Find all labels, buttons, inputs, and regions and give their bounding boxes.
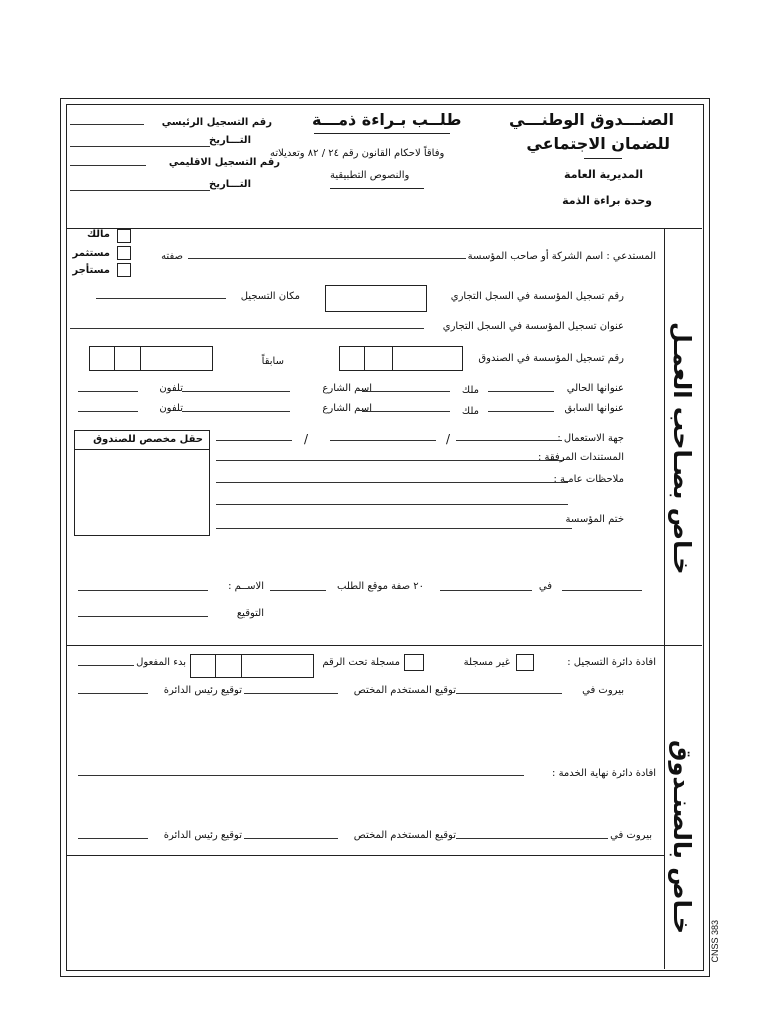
previous-property-line[interactable]: [362, 411, 450, 412]
effective-from-label: بدء المفعول: [136, 657, 186, 668]
in-label: في: [538, 581, 552, 592]
signer-capacity-line[interactable]: [270, 590, 326, 591]
usage-party-line-2[interactable]: [330, 440, 436, 441]
owner-checkbox[interactable]: [117, 229, 131, 243]
beirut-in-label: بيروت في: [582, 685, 624, 696]
tenant-label: مستأجر: [72, 265, 110, 276]
reg-place-line[interactable]: [96, 298, 226, 299]
previous-address-label: عنوانها السابق: [564, 403, 624, 414]
signer-capacity-label: ٢٠ صفة موقع الطلب: [337, 581, 424, 592]
applicant-line[interactable]: [188, 258, 466, 259]
capacity-label: صفته: [161, 251, 183, 262]
commercial-reg-no-label: رقم تسجيل المؤسسة في السجل التجاري: [450, 291, 624, 302]
attached-docs-label: المستندات المرفقة :: [537, 452, 624, 463]
tenant-checkbox[interactable]: [117, 263, 131, 277]
signature-line[interactable]: [78, 616, 208, 617]
date1-label: التـــاريخ: [209, 135, 251, 146]
usage-party-label: جهة الاستعمال :: [557, 433, 624, 444]
beirut-in-2-label: بيروت في: [610, 830, 652, 841]
general-notes-label: ملاحظات عامـة :: [553, 474, 624, 485]
reg-main-label: رقم التسجيل الرئيسي: [161, 117, 272, 128]
previous-phone-line[interactable]: [78, 411, 138, 412]
applicant-label: المستدعي : اسم الشركة أو صاحب المؤسسة: [467, 251, 656, 262]
unit-label: وحدة براءة الذمة: [562, 194, 652, 207]
owner-label: مالك: [86, 229, 110, 240]
not-registered-checkbox[interactable]: [516, 654, 534, 671]
current-street-label: اسم الشارع: [322, 383, 372, 394]
stamp-label: ختم المؤسسة: [565, 514, 624, 525]
current-property-label: ملك: [461, 385, 479, 396]
commercial-reg-no-box[interactable]: [325, 285, 427, 312]
name-label: الاســم :: [228, 581, 264, 592]
eos-dept-info-line[interactable]: [78, 775, 524, 776]
in-date-line[interactable]: [440, 590, 532, 591]
employee-sig-label: توقيع المستخدم المختص: [353, 685, 456, 696]
eos-dept-info-label: افادة دائرة نهاية الخدمة :: [552, 768, 656, 779]
investor-checkbox[interactable]: [117, 246, 131, 260]
effective-from-line[interactable]: [78, 665, 134, 666]
org-name-line2: للضمان الاجتماعي: [526, 134, 670, 153]
employee-sig-line[interactable]: [244, 693, 338, 694]
previous-property-label: ملك: [461, 406, 479, 417]
form-code: CNSS 383: [710, 920, 720, 963]
registration-number-box[interactable]: [190, 654, 314, 678]
reg-place-label: مكان التسجيل: [240, 291, 300, 302]
previous-address-line[interactable]: [488, 411, 554, 412]
attached-docs-line[interactable]: [216, 460, 564, 461]
previous-fund-reg-box[interactable]: [89, 346, 213, 371]
reg-dept-info-label: افادة دائرة التسجيل :: [567, 657, 656, 668]
current-property-line[interactable]: [362, 391, 450, 392]
employee-sig-2-label: توقيع المستخدم المختص: [353, 830, 456, 841]
current-phone-line[interactable]: [78, 391, 138, 392]
usage-party-line-3[interactable]: [216, 440, 292, 441]
date2-label: التـــاريخ: [209, 179, 251, 190]
org-name-line1: الصنـــدوق الوطنـــي: [509, 110, 674, 129]
usage-party-line-1[interactable]: [456, 440, 562, 441]
reg-regional-label: رقم التسجيل الاقليمي: [168, 157, 280, 168]
in-location-line[interactable]: [562, 590, 642, 591]
fund-reg-no-box[interactable]: [339, 346, 463, 371]
general-notes-line-2[interactable]: [216, 504, 568, 505]
employer-section-title: خـاص بصـاحب العمـل: [668, 322, 696, 575]
registered-checkbox[interactable]: [404, 654, 424, 671]
employee-sig-2-line[interactable]: [244, 838, 338, 839]
head-sig-2-line[interactable]: [78, 838, 148, 839]
form-title: طلــب بـراءة ذمـــة: [312, 110, 462, 129]
head-sig-2-label: توقيع رئيس الدائرة: [163, 830, 242, 841]
general-notes-line-1[interactable]: [216, 482, 568, 483]
beirut-in-line[interactable]: [456, 693, 562, 694]
current-address-line[interactable]: [488, 391, 554, 392]
name-line[interactable]: [78, 590, 208, 591]
investor-label: مستثمر: [72, 248, 110, 259]
fund-reserved-label: حقل مخصص للصندوق: [93, 434, 203, 445]
law-reference-2: والنصوص التطبيقية: [330, 170, 410, 181]
previously-label: سابقاً: [261, 356, 284, 367]
beirut-in-2-line[interactable]: [456, 838, 608, 839]
previous-street-line[interactable]: [182, 411, 290, 412]
not-registered-label: غير مسجلة: [463, 657, 510, 668]
registered-under-label: مسجلة تحت الرقم: [322, 657, 400, 668]
commercial-reg-address-line[interactable]: [70, 328, 424, 329]
previous-phone-label: تلفون: [159, 403, 183, 414]
signature-label: التوقيع: [236, 608, 264, 619]
directorate-label: المديرية العامة: [564, 168, 643, 181]
current-phone-label: تلفون: [159, 383, 183, 394]
current-address-label: عنوانها الحالي: [566, 383, 624, 394]
fund-section-title: خـاص بالصنـدوق: [668, 740, 696, 935]
head-sig-label: توقيع رئيس الدائرة: [163, 685, 242, 696]
stamp-line[interactable]: [216, 528, 572, 529]
fund-reserved-box: [74, 430, 210, 536]
previous-street-label: اسم الشارع: [322, 403, 372, 414]
fund-reg-no-label: رقم تسجيل المؤسسة في الصندوق: [478, 353, 624, 364]
current-street-line[interactable]: [182, 391, 290, 392]
head-sig-line[interactable]: [78, 693, 148, 694]
law-reference: وفاقاً لاحكام القانون رقم ٢٤ / ٨٢ وتعديلاته: [270, 148, 445, 159]
commercial-reg-address-label: عنوان تسجيل المؤسسة في السجل التجاري: [442, 321, 624, 332]
